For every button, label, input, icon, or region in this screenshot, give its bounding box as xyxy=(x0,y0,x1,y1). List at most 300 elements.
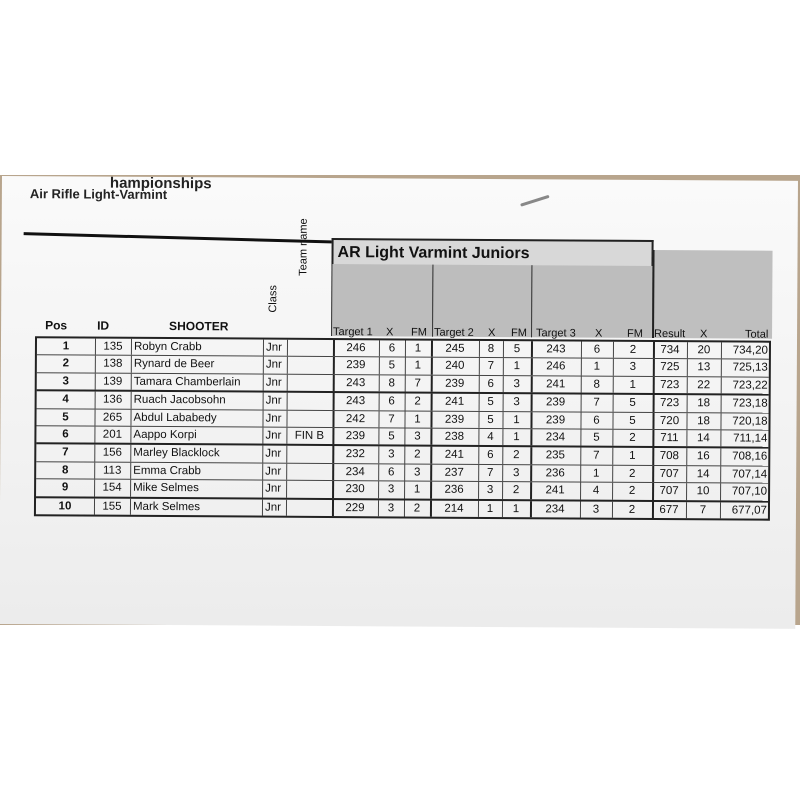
target3-column-header: Target 3 xyxy=(536,327,576,340)
fm2-cell: 2 xyxy=(513,449,520,462)
shooter-cell: Robyn Crabb xyxy=(133,340,202,354)
class-cell: Jnr xyxy=(265,341,282,354)
rx-cell: 20 xyxy=(697,344,711,357)
column-divider xyxy=(333,340,335,356)
id-column-header: ID xyxy=(97,318,110,333)
column-divider xyxy=(686,502,687,518)
column-divider xyxy=(130,463,131,479)
id-cell: 265 xyxy=(102,411,123,424)
column-divider xyxy=(686,413,687,429)
column-divider xyxy=(405,340,406,356)
column-divider xyxy=(720,466,721,482)
t1-cell: 239 xyxy=(345,430,366,443)
column-divider xyxy=(94,409,95,425)
fm2-cell: 1 xyxy=(513,431,520,444)
fm1-cell: 7 xyxy=(414,377,421,390)
id-cell: 138 xyxy=(103,358,123,371)
column-divider xyxy=(404,447,405,463)
pos-cell: 7 xyxy=(62,446,69,459)
column-divider xyxy=(431,341,433,357)
column-divider xyxy=(431,358,433,374)
shooter-cell: Ruach Jacobsohn xyxy=(133,393,226,407)
rx-cell: 10 xyxy=(696,485,710,498)
column-divider xyxy=(333,393,335,409)
t1-cell: 232 xyxy=(345,448,365,461)
x3-cell: 3 xyxy=(592,503,600,516)
column-divider xyxy=(263,374,264,390)
x2-cell: 7 xyxy=(487,360,495,373)
column-divider xyxy=(404,428,405,444)
target1-column-header: Target 1 xyxy=(333,326,373,339)
fm3-column-header: FM xyxy=(627,327,643,340)
class-cell: Jnr xyxy=(265,482,282,495)
t2-cell: 241 xyxy=(444,449,464,462)
column-divider xyxy=(286,428,287,444)
team-column-header: Team name xyxy=(297,218,310,276)
class-cell: Jnr xyxy=(265,447,282,461)
column-divider xyxy=(580,465,581,481)
t1-cell: 229 xyxy=(345,501,365,514)
column-divider xyxy=(502,482,503,498)
x3-column-header: X xyxy=(595,327,603,340)
x1-cell: 6 xyxy=(387,466,395,479)
rx-cell: 14 xyxy=(696,467,710,481)
class-cell: Jnr xyxy=(265,465,282,478)
class-cell: Jnr xyxy=(265,394,282,407)
column-divider xyxy=(503,341,504,357)
column-divider xyxy=(612,412,613,428)
x1-column-header: X xyxy=(386,326,394,339)
column-divider xyxy=(263,340,264,356)
column-divider xyxy=(379,358,380,374)
column-divider xyxy=(404,464,405,480)
pos-cell: 6 xyxy=(62,428,69,441)
column-divider xyxy=(503,394,504,410)
column-divider xyxy=(478,482,479,498)
column-divider xyxy=(653,359,655,375)
x1-cell: 5 xyxy=(388,430,395,443)
id-cell: 155 xyxy=(102,500,122,513)
shooter-cell: Aappo Korpi xyxy=(133,428,197,442)
column-divider xyxy=(531,376,533,392)
column-divider xyxy=(530,465,532,481)
header-rule xyxy=(24,232,340,244)
class-cell: Jnr xyxy=(265,412,282,425)
fm3-cell: 2 xyxy=(629,343,637,356)
column-divider xyxy=(613,377,614,393)
column-divider xyxy=(287,393,288,409)
column-divider xyxy=(653,395,655,411)
shooter-cell: Abdul Lababedy xyxy=(133,411,217,424)
column-divider xyxy=(580,429,581,445)
t3-cell: 241 xyxy=(545,484,565,497)
t3-cell: 235 xyxy=(545,449,565,462)
column-divider xyxy=(721,377,722,393)
fm2-cell: 5 xyxy=(513,343,521,356)
t3-cell: 239 xyxy=(545,413,566,427)
column-divider xyxy=(286,410,287,426)
column-divider xyxy=(531,359,533,375)
column-divider xyxy=(503,358,504,374)
column-divider xyxy=(720,484,721,500)
t2-cell: 239 xyxy=(445,377,465,390)
fm3-cell: 3 xyxy=(629,361,637,374)
fm3-cell: 2 xyxy=(628,484,636,497)
x1-cell: 3 xyxy=(388,448,395,461)
column-divider xyxy=(479,376,480,392)
t3-cell: 241 xyxy=(546,378,566,391)
column-divider xyxy=(479,358,480,374)
column-divider xyxy=(478,500,479,516)
column-divider xyxy=(580,483,581,499)
x2-column-header: X xyxy=(488,326,496,340)
column-divider xyxy=(687,377,688,393)
column-divider xyxy=(612,501,613,517)
column-divider xyxy=(653,377,655,393)
team-cell xyxy=(289,410,329,427)
team-cell xyxy=(290,375,330,392)
column-divider xyxy=(612,448,613,464)
fm1-column-header: FM xyxy=(411,326,427,339)
column-divider xyxy=(581,395,582,411)
column-divider xyxy=(131,339,132,355)
column-divider xyxy=(94,462,95,478)
total-cell: 707,10 xyxy=(731,485,768,498)
column-divider xyxy=(581,376,582,392)
t3-cell: 234 xyxy=(545,431,566,444)
team-cell xyxy=(290,357,330,374)
column-divider xyxy=(130,480,131,496)
x1-cell: 5 xyxy=(388,359,396,372)
pos-cell: 5 xyxy=(62,410,69,423)
column-divider xyxy=(652,466,654,482)
column-divider xyxy=(580,412,581,428)
team-cell xyxy=(289,446,329,463)
column-divider xyxy=(581,342,582,358)
t2-cell: 240 xyxy=(445,360,465,373)
discipline-subtitle: Air Rifle Light-Varmint xyxy=(29,186,168,203)
column-divider xyxy=(130,445,131,461)
fm1-cell: 1 xyxy=(414,342,422,355)
pos-cell: 3 xyxy=(62,375,69,388)
fm3-cell: 5 xyxy=(629,414,636,427)
fm1-cell: 3 xyxy=(413,466,421,479)
column-divider xyxy=(378,428,379,444)
column-divider xyxy=(530,429,532,445)
column-divider xyxy=(378,481,379,497)
column-divider xyxy=(405,375,406,391)
column-divider xyxy=(262,410,263,426)
shooter-cell: Rynard de Beer xyxy=(133,358,215,371)
result-cell: 723 xyxy=(659,397,680,410)
t1-cell: 242 xyxy=(345,412,366,425)
column-divider xyxy=(580,501,581,517)
team-cell xyxy=(290,393,330,410)
results-table xyxy=(34,336,771,520)
column-divider xyxy=(720,413,721,429)
t1-cell: 243 xyxy=(345,395,366,408)
x2-cell: 6 xyxy=(487,377,494,390)
column-divider xyxy=(286,481,287,497)
event-title: AR Light Varmint Juniors xyxy=(331,238,653,268)
column-divider xyxy=(652,413,654,429)
id-cell: 113 xyxy=(102,464,122,477)
column-divider xyxy=(332,446,334,462)
result-cell: 708 xyxy=(659,450,679,463)
column-divider xyxy=(430,429,432,445)
x2-cell: 4 xyxy=(487,430,494,443)
x1-cell: 3 xyxy=(387,483,395,496)
t3-cell: 239 xyxy=(545,396,566,409)
id-cell: 139 xyxy=(103,375,123,388)
column-divider xyxy=(131,392,132,408)
column-divider xyxy=(431,394,433,410)
shooter-column-header: SHOOTER xyxy=(169,319,229,334)
staple xyxy=(520,195,549,207)
column-divider xyxy=(263,357,264,373)
column-divider xyxy=(652,501,654,517)
t2-cell: 237 xyxy=(444,466,464,479)
fm1-cell: 2 xyxy=(414,395,421,408)
column-divider xyxy=(612,430,613,446)
fm1-cell: 1 xyxy=(414,413,421,426)
fm3-cell: 1 xyxy=(629,450,636,463)
column-divider xyxy=(430,464,432,480)
pos-cell: 2 xyxy=(62,357,70,370)
result-column-header: Result xyxy=(654,327,686,341)
column-divider xyxy=(478,447,479,463)
x2-cell: 7 xyxy=(486,466,494,479)
t2-cell: 238 xyxy=(444,430,465,443)
column-divider xyxy=(502,412,503,428)
column-divider xyxy=(332,411,334,427)
result-header-block xyxy=(652,250,773,339)
column-divider xyxy=(580,448,581,464)
fm2-cell: 1 xyxy=(513,413,520,426)
x2-cell: 3 xyxy=(486,484,494,497)
column-divider xyxy=(332,500,334,516)
column-divider xyxy=(287,357,288,373)
result-cell: 707 xyxy=(659,485,679,498)
column-divider xyxy=(478,429,479,445)
rx-cell: 18 xyxy=(697,414,710,427)
column-divider xyxy=(430,411,432,427)
column-divider xyxy=(687,360,688,376)
column-divider xyxy=(430,500,432,516)
team-cell xyxy=(289,481,329,498)
total-cell: 677,07 xyxy=(731,503,768,517)
t2-cell: 236 xyxy=(444,483,464,496)
column-divider xyxy=(613,359,614,375)
column-divider xyxy=(332,464,334,480)
fm2-cell: 3 xyxy=(513,377,520,390)
fm1-cell: 3 xyxy=(414,430,421,443)
column-divider xyxy=(430,482,432,498)
total-cell: 711,14 xyxy=(733,432,768,445)
result-cell: 723 xyxy=(660,378,680,391)
t1-cell: 246 xyxy=(346,342,366,355)
column-divider xyxy=(531,341,533,357)
column-divider xyxy=(502,447,503,463)
column-divider xyxy=(404,500,405,516)
fm3-cell: 2 xyxy=(628,503,636,516)
t1-cell: 230 xyxy=(345,483,365,496)
class-cell: Jnr xyxy=(264,501,282,514)
result-cell: 711 xyxy=(660,431,679,445)
column-divider xyxy=(333,357,335,373)
column-divider xyxy=(652,448,654,464)
rx-cell: 22 xyxy=(697,379,711,392)
column-divider xyxy=(95,339,96,355)
column-divider xyxy=(720,449,721,465)
x2-cell: 6 xyxy=(487,449,494,462)
team-cell xyxy=(289,463,329,480)
column-divider xyxy=(430,447,432,463)
column-divider xyxy=(404,482,405,498)
fm2-cell: 3 xyxy=(513,396,520,409)
team-cell xyxy=(289,499,329,516)
column-divider xyxy=(502,501,503,517)
column-divider xyxy=(479,341,480,357)
fm1-cell: 2 xyxy=(413,502,421,515)
column-divider xyxy=(378,464,379,480)
column-divider xyxy=(530,412,532,428)
x3-cell: 4 xyxy=(592,484,600,497)
fm3-cell: 2 xyxy=(628,467,636,480)
shooter-cell: Mike Selmes xyxy=(133,481,199,495)
fm1-cell: 1 xyxy=(413,483,421,496)
column-divider xyxy=(131,374,132,390)
column-divider xyxy=(262,446,263,462)
id-cell: 135 xyxy=(103,340,123,353)
id-cell: 136 xyxy=(103,393,123,406)
total-cell: 734,20 xyxy=(732,344,768,357)
fm2-cell: 1 xyxy=(512,502,520,515)
column-divider xyxy=(721,342,722,358)
x3-cell: 8 xyxy=(593,378,600,391)
class-column-header: Class xyxy=(267,285,280,313)
column-divider xyxy=(379,393,380,409)
column-divider xyxy=(720,502,721,518)
shooter-cell: Marley Blacklock xyxy=(133,447,220,460)
result-cell: 725 xyxy=(660,361,680,374)
column-divider xyxy=(131,356,132,372)
class-cell: Jnr xyxy=(265,376,282,389)
fm2-cell: 1 xyxy=(513,360,521,373)
column-divider xyxy=(95,392,96,408)
rx-cell: 14 xyxy=(696,432,710,445)
id-cell: 201 xyxy=(102,428,123,441)
column-divider xyxy=(262,499,263,515)
total-cell: 708,16 xyxy=(732,450,768,464)
column-divider xyxy=(721,396,722,412)
column-divider xyxy=(378,411,379,427)
total-cell: 725,13 xyxy=(732,361,768,375)
x2-cell: 1 xyxy=(486,502,494,515)
x1-cell: 6 xyxy=(388,395,395,408)
column-divider xyxy=(287,375,288,391)
x3-cell: 6 xyxy=(593,414,600,427)
fm2-cell: 3 xyxy=(512,466,520,479)
fm1-cell: 2 xyxy=(414,448,421,461)
t1-cell: 243 xyxy=(346,376,366,390)
column-divider xyxy=(479,394,480,410)
column-divider xyxy=(94,427,95,443)
fm3-cell: 1 xyxy=(629,378,636,391)
column-divider xyxy=(687,395,688,411)
total-cell: 720,18 xyxy=(732,415,768,428)
total-cell: 723,18 xyxy=(732,397,768,410)
column-divider xyxy=(94,498,95,514)
team-cell xyxy=(290,340,330,357)
column-divider xyxy=(287,340,288,356)
column-divider xyxy=(95,373,96,389)
x1-cell: 7 xyxy=(388,412,395,425)
shooter-cell: Emma Crabb xyxy=(133,464,201,477)
column-divider xyxy=(262,463,263,479)
column-divider xyxy=(94,445,95,461)
t2-cell: 214 xyxy=(444,502,464,515)
pos-cell: 1 xyxy=(62,340,70,353)
rx-cell: 7 xyxy=(699,503,707,516)
column-divider xyxy=(502,429,503,445)
column-divider xyxy=(502,465,503,481)
column-divider xyxy=(378,447,379,463)
column-divider xyxy=(530,501,532,517)
pos-column-header: Pos xyxy=(45,318,68,333)
column-divider xyxy=(379,340,380,356)
rx-cell: 16 xyxy=(696,450,710,463)
id-cell: 154 xyxy=(102,481,122,494)
shooter-cell: Tamara Chamberlain xyxy=(133,375,241,389)
result-cell: 734 xyxy=(660,344,680,357)
column-divider xyxy=(581,359,582,375)
column-divider xyxy=(613,342,614,358)
column-divider xyxy=(530,448,532,464)
column-divider xyxy=(720,430,721,446)
column-divider xyxy=(612,483,613,499)
column-divider xyxy=(286,499,287,515)
column-divider xyxy=(95,356,96,372)
column-divider xyxy=(130,409,131,425)
t1-cell: 234 xyxy=(345,465,365,478)
column-divider xyxy=(286,446,287,462)
table-row xyxy=(36,498,768,519)
column-divider xyxy=(94,480,95,496)
x3-cell: 5 xyxy=(593,431,600,444)
column-divider xyxy=(686,449,687,465)
column-divider xyxy=(379,375,380,391)
column-divider xyxy=(378,500,379,516)
t1-cell: 239 xyxy=(346,359,366,372)
result-cell: 677 xyxy=(659,503,679,516)
column-divider xyxy=(332,481,334,497)
fm3-cell: 2 xyxy=(629,431,636,444)
column-divider xyxy=(652,430,654,446)
total-cell: 707,14 xyxy=(731,468,768,481)
t3-cell: 246 xyxy=(546,360,566,373)
fm3-cell: 5 xyxy=(629,397,636,410)
results-sheet xyxy=(0,176,798,629)
x3-cell: 7 xyxy=(593,449,600,462)
column-divider xyxy=(130,498,131,514)
column-divider xyxy=(686,430,687,446)
x3-cell: 7 xyxy=(593,396,600,409)
class-cell: Jnr xyxy=(265,359,282,372)
x2-cell: 5 xyxy=(487,413,494,426)
total-column-header: Total xyxy=(745,328,769,341)
t3-cell: 243 xyxy=(546,343,566,356)
